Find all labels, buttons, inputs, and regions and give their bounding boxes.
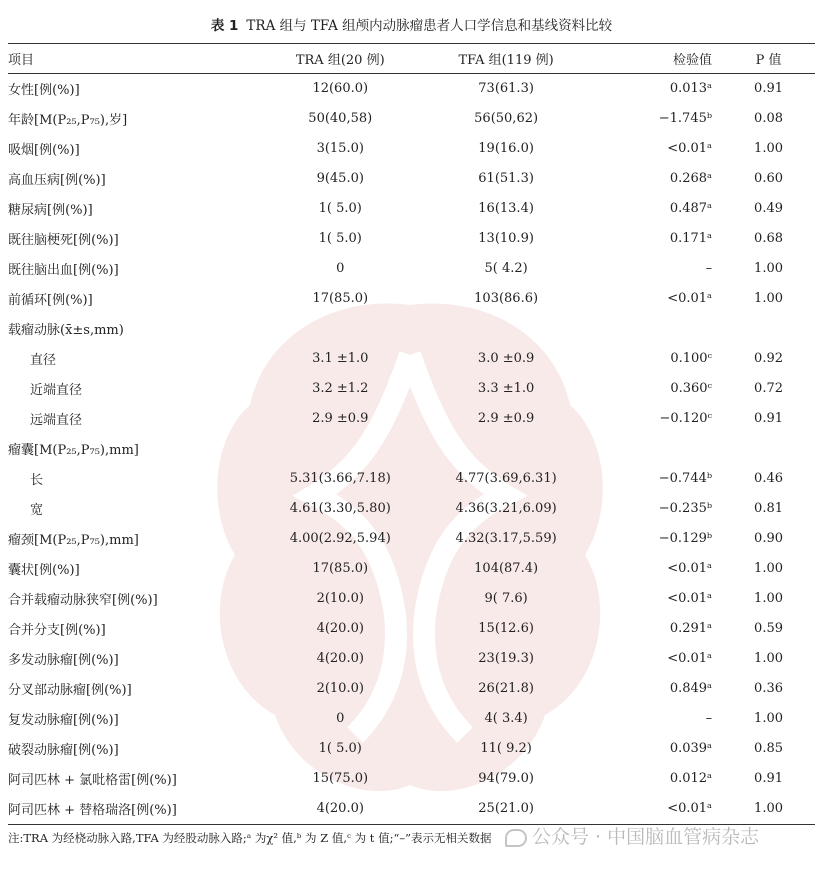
tra-value: 2(10.0) <box>316 680 364 696</box>
test-value: – <box>705 260 713 276</box>
table-row <box>8 733 815 763</box>
table-row <box>8 73 815 103</box>
table-row <box>8 163 815 193</box>
test-value: – <box>705 710 713 726</box>
test-value: −0.129ᵇ <box>658 530 713 546</box>
table-row <box>8 193 815 223</box>
tfa-value: 5( 4.2) <box>484 260 528 276</box>
row-label: 分叉部动脉瘤[例(%)] <box>8 682 132 698</box>
table-row <box>8 343 815 373</box>
tfa-value: 4( 3.4) <box>484 710 528 726</box>
p-value: 0.72 <box>754 380 783 396</box>
table-row <box>8 283 815 313</box>
row-label: 囊状[例(%)] <box>8 562 80 578</box>
tra-value: 15(75.0) <box>312 770 369 786</box>
p-value: 0.91 <box>754 80 783 96</box>
table-row <box>8 493 815 523</box>
row-label: 合并分支[例(%)] <box>8 622 106 638</box>
test-value: −0.235ᵇ <box>658 500 713 516</box>
row-label: 复发动脉瘤[例(%)] <box>8 712 119 728</box>
p-value: 0.59 <box>754 620 783 636</box>
test-value: 0.360ᶜ <box>670 380 713 396</box>
tfa-value: 56(50,62) <box>474 110 539 126</box>
row-label: 高血压病[例(%)] <box>8 172 106 188</box>
test-value: 0.849ᵃ <box>669 680 713 696</box>
p-value: 0.92 <box>754 350 783 366</box>
row-label: 长 <box>30 472 44 488</box>
p-value: 0.85 <box>754 740 783 756</box>
table-row <box>8 133 815 163</box>
tfa-value: 15(12.6) <box>478 620 534 636</box>
table-row <box>8 403 815 433</box>
tra-value: 1( 5.0) <box>318 740 362 756</box>
row-label: 瘤颈[M(P₂₅,P₇₅),mm] <box>8 532 139 548</box>
tfa-value: 104(87.4) <box>474 560 539 576</box>
test-value: <0.01ᵃ <box>667 560 713 576</box>
table-row <box>8 523 815 553</box>
row-label: 近端直径 <box>30 382 83 398</box>
p-value: 0.91 <box>754 770 783 786</box>
test-value: <0.01ᵃ <box>667 140 713 156</box>
tra-value: 50(40,58) <box>308 110 373 126</box>
tra-value: 17(85.0) <box>312 560 369 576</box>
test-value: 0.268ᵃ <box>669 170 713 186</box>
watermark-text: 公众号 · 中国脑血管病杂志 <box>532 826 760 848</box>
watermark-caption <box>505 822 759 849</box>
table-row <box>8 463 815 493</box>
table-row <box>8 643 815 673</box>
tra-value: 4(20.0) <box>316 800 364 816</box>
p-value: 0.36 <box>754 680 783 696</box>
table-row <box>8 793 815 823</box>
table-row <box>8 613 815 643</box>
tra-value: 2.9 ±0.9 <box>312 410 369 426</box>
tra-value: 4(20.0) <box>316 650 364 666</box>
header-row <box>8 43 815 73</box>
test-value <box>587 313 722 343</box>
row-label: 载瘤动脉(x̄±s,mm) <box>8 322 124 338</box>
test-value: −0.120ᶜ <box>659 410 713 426</box>
p-value: 0.60 <box>754 170 783 186</box>
tfa-value: 94(79.0) <box>478 770 534 786</box>
tfa-value: 3.0 ±0.9 <box>477 350 535 366</box>
tfa-value: 61(51.3) <box>478 170 534 186</box>
p-value: 1.00 <box>754 140 783 156</box>
table-row <box>8 553 815 583</box>
p-value: 0.68 <box>754 230 783 246</box>
row-label: 合并载瘤动脉狭窄[例(%)] <box>8 592 158 608</box>
p-value: 0.91 <box>754 410 783 426</box>
table-row <box>8 583 815 613</box>
table-body <box>8 73 815 823</box>
test-value: 0.039ᵃ <box>669 740 713 756</box>
table-row <box>8 253 815 283</box>
test-value: 0.487ᵃ <box>669 200 713 216</box>
tra-value: 9(45.0) <box>316 170 364 186</box>
tra-value: 4.00(2.92,5.94) <box>289 530 391 546</box>
tfa-value: 25(21.0) <box>478 800 534 816</box>
test-value: <0.01ᵃ <box>667 650 713 666</box>
p-value: 0.46 <box>754 470 783 486</box>
tra-value: 2(10.0) <box>316 590 364 606</box>
row-label: 远端直径 <box>30 412 83 428</box>
tra-value: 17(85.0) <box>312 290 369 306</box>
table-row <box>8 763 815 793</box>
row-label: 既往脑梗死[例(%)] <box>8 232 119 248</box>
header-tra: TRA 组(20 例) <box>295 52 385 68</box>
p-value: 0.90 <box>754 530 783 546</box>
p-value: 0.49 <box>754 200 783 216</box>
tfa-value: 3.3 ±1.0 <box>477 380 535 396</box>
p-value: 1.00 <box>754 650 783 666</box>
test-value: 0.100ᶜ <box>670 350 713 366</box>
tra-value <box>255 433 426 463</box>
test-value: <0.01ᵃ <box>667 590 713 606</box>
test-value: 0.291ᵃ <box>669 620 713 636</box>
tra-value: 5.31(3.66,7.18) <box>289 470 391 486</box>
row-label: 前循环[例(%)] <box>8 292 93 308</box>
row-label: 瘤囊[M(P₂₅,P₇₅),mm] <box>8 442 139 458</box>
tra-value: 3.2 ±1.2 <box>312 380 369 396</box>
table-number: 表 1 <box>210 18 239 34</box>
table-row <box>8 223 815 253</box>
tra-value: 1( 5.0) <box>318 230 362 246</box>
row-label: 吸烟[例(%)] <box>8 142 80 158</box>
row-label: 宽 <box>30 502 44 518</box>
test-value: <0.01ᵃ <box>667 800 713 816</box>
row-label: 糖尿病[例(%)] <box>8 202 93 218</box>
p-value: 1.00 <box>754 590 783 606</box>
row-label: 破裂动脉瘤[例(%)] <box>8 742 119 758</box>
test-value: 0.171ᵃ <box>669 230 713 246</box>
baseline-table <box>8 43 815 823</box>
row-label: 多发动脉瘤[例(%)] <box>8 652 119 668</box>
test-value: 0.012ᵃ <box>669 770 713 786</box>
tra-value: 12(60.0) <box>312 80 369 96</box>
test-value: 0.013ᵃ <box>669 80 713 96</box>
row-label: 直径 <box>30 352 57 368</box>
test-value <box>587 433 722 463</box>
row-label: 既往脑出血[例(%)] <box>8 262 119 278</box>
tfa-value: 73(61.3) <box>478 80 534 96</box>
tfa-value: 2.9 ±0.9 <box>477 410 535 426</box>
row-label: 女性[例(%)] <box>8 82 80 98</box>
tra-value: 0 <box>336 260 345 276</box>
p-value: 1.00 <box>754 560 783 576</box>
tra-value: 0 <box>336 710 345 726</box>
tfa-value: 11( 9.2) <box>480 740 532 756</box>
p-value: 0.08 <box>754 110 783 126</box>
tra-value: 3.1 ±1.0 <box>312 350 369 366</box>
table-title <box>0 14 823 34</box>
row-label: 年龄[M(P₂₅,P₇₅),岁] <box>8 112 128 128</box>
tra-value: 4.61(3.30,5.80) <box>289 500 391 516</box>
p-value: 1.00 <box>754 800 783 816</box>
table-row <box>8 313 815 343</box>
tfa-value <box>426 433 587 463</box>
tfa-value: 13(10.9) <box>478 230 534 246</box>
tra-value: 1( 5.0) <box>318 200 362 216</box>
tfa-value: 19(16.0) <box>478 140 534 156</box>
tfa-value: 9( 7.6) <box>484 590 528 606</box>
table-row <box>8 433 815 463</box>
tfa-value: 103(86.6) <box>474 290 539 306</box>
tra-value <box>255 313 426 343</box>
tfa-value: 4.36(3.21,6.09) <box>455 500 557 516</box>
tfa-value: 26(21.8) <box>478 680 534 696</box>
table-footnote: 注:TRA 为经桡动脉入路,TFA 为经股动脉入路;ᵃ 为χ² 值,ᵇ 为 Z 值,ᶜ 为 t 值;“–”表示无相关数据 <box>8 831 492 845</box>
tfa-value: 16(13.4) <box>478 200 534 216</box>
header-tfa: TFA 组(119 例) <box>458 52 554 68</box>
p-value <box>722 433 815 463</box>
tra-value: 3(15.0) <box>316 140 364 156</box>
p-value: 0.81 <box>754 500 783 516</box>
header-test-value: 检验值 <box>673 52 713 68</box>
p-value <box>722 313 815 343</box>
table-row <box>8 673 815 703</box>
chat-icon <box>505 829 527 847</box>
table-row <box>8 373 815 403</box>
tfa-value: 4.77(3.69,6.31) <box>455 470 557 486</box>
table-row <box>8 103 815 133</box>
p-value: 1.00 <box>754 710 783 726</box>
header-p-value: P 值 <box>755 52 782 68</box>
row-label: 阿司匹林 + 氯吡格雷[例(%)] <box>8 772 177 788</box>
table-caption: TRA 组与 TFA 组颅内动脉瘤患者人口学信息和基线资料比较 <box>246 18 613 34</box>
tfa-value: 23(19.3) <box>478 650 534 666</box>
tfa-value: 4.32(3.17,5.59) <box>455 530 557 546</box>
header-item: 项目 <box>8 52 35 68</box>
test-value: <0.01ᵃ <box>667 290 713 306</box>
test-value: −1.745ᵇ <box>658 110 713 126</box>
tfa-value <box>426 313 587 343</box>
p-value: 1.00 <box>754 260 783 276</box>
row-label: 阿司匹林 + 替格瑞洛[例(%)] <box>8 802 177 818</box>
table-row <box>8 703 815 733</box>
test-value: −0.744ᵇ <box>658 470 713 486</box>
tra-value: 4(20.0) <box>316 620 364 636</box>
p-value: 1.00 <box>754 290 783 306</box>
